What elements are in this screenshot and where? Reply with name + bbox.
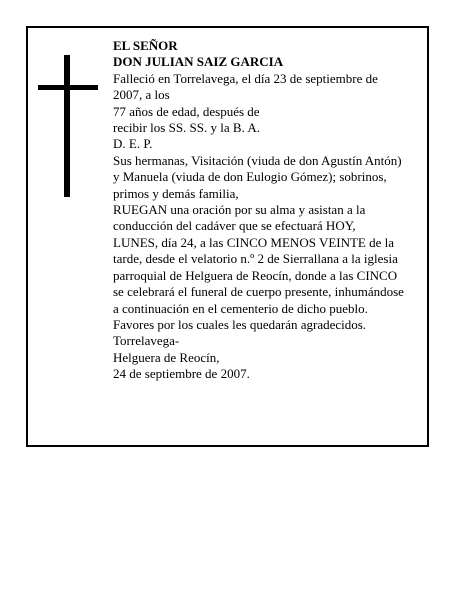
text-line: 77 años de edad, después de xyxy=(113,103,260,119)
text-line: primos y demás familia, xyxy=(113,185,239,201)
text-line: Sus hermanas, Visitación (viuda de don Agustín Antón) xyxy=(113,152,402,168)
text-line: parroquial de Helguera de Reocín, donde a las CINCO xyxy=(113,267,398,283)
text-line: tarde, desde el velatorio n.º 2 de Sierrallana a la iglesia xyxy=(113,251,398,267)
text-line: Favores por los cuales les quedarán agradecidos. xyxy=(113,316,367,332)
text-line: conducción del cadáver que se efectuará HOY, xyxy=(113,218,356,234)
text-line: D. E. P. xyxy=(113,136,153,152)
deceased-name: DON JULIAN SAIZ GARCIA xyxy=(113,54,284,70)
text-line: se celebrará el funeral de cuerpo presente, inhumándose xyxy=(113,284,404,300)
text-line: LUNES, día 24, a las CINCO MENOS VEINTE de la xyxy=(113,234,395,250)
text-line: 24 de septiembre de 2007. xyxy=(113,366,250,382)
cross-horizontal-bar xyxy=(38,85,98,90)
text-line: Helguera de Reocín, xyxy=(113,349,220,365)
text-line: y Manuela (viuda de don Eulogio Gómez); sobrinos, xyxy=(113,169,387,185)
text-line: a continuación en el cementerio de dicho pueblo. xyxy=(113,300,368,316)
obituary-heading: EL SEÑOR xyxy=(113,38,178,53)
cross-vertical-bar xyxy=(64,55,70,197)
text-line: Torrelavega- xyxy=(113,333,180,349)
text-line: RUEGAN una oración por su alma y asistan a la xyxy=(113,202,366,218)
text-line: 2007, a los xyxy=(113,87,170,103)
text-line: Falleció en Torrelavega, el día 23 de septiembre de xyxy=(113,70,378,86)
text-line: recibir los SS. SS. y la B. A. xyxy=(113,120,260,136)
obituary-text xyxy=(113,38,425,383)
latin-cross-icon xyxy=(38,55,98,197)
